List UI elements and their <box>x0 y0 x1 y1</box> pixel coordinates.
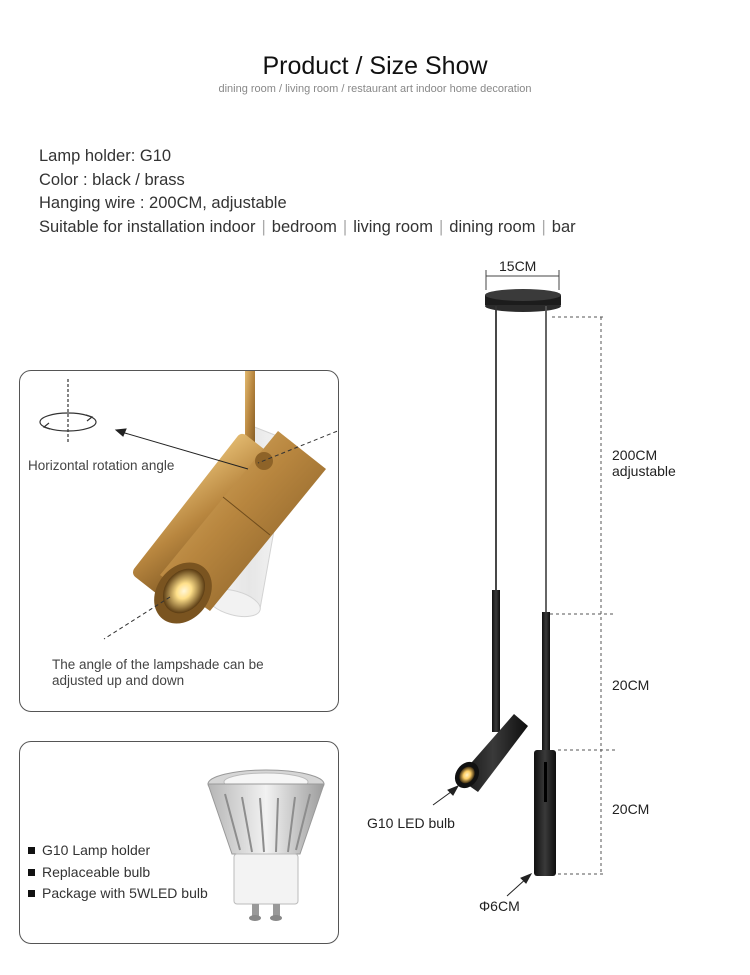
spec-hanging-wire: Hanging wire : 200CM, adjustable <box>39 194 287 212</box>
bulb-type-label: G10 LED bulb <box>367 815 455 831</box>
feature-text: G10 Lamp holder <box>42 842 151 858</box>
spec-suitable-prefix: Suitable for installation indoor <box>39 217 256 236</box>
canopy-width-label: 15CM <box>499 258 537 274</box>
left-arm-rod <box>492 590 500 732</box>
spec-room-dining: dining room <box>449 217 536 236</box>
arm-length-label: 20CM <box>612 677 650 693</box>
dimension-guides <box>550 317 616 874</box>
spec-lamp-holder: Lamp holder: G10 <box>39 147 172 165</box>
spec-room-living: living room <box>353 217 433 236</box>
page-title: Product / Size Show <box>262 52 488 80</box>
wire-length-value: 200CM <box>612 447 658 463</box>
lampshade-angle-line2: adjusted up and down <box>52 673 185 688</box>
page-subtitle: dining room / living room / restaurant art indoor home decoration <box>218 83 532 95</box>
left-angled-lamp <box>450 714 528 793</box>
tube-length-label: 20CM <box>612 801 650 817</box>
bulb-pointer-arrow <box>433 786 458 805</box>
diameter-pointer-arrow <box>507 874 531 896</box>
right-arm-rod <box>542 612 550 752</box>
tube-diameter-label: Φ6CM <box>479 898 520 914</box>
separator: | <box>541 217 546 236</box>
separator: | <box>342 217 348 236</box>
right-tube-lamp <box>534 750 556 876</box>
feature-text: Replaceable bulb <box>42 863 151 880</box>
feature-text: Package with 5WLED bulb <box>42 885 208 901</box>
lampshade-angle-line1: The angle of the lampshade can be <box>52 657 264 672</box>
separator: | <box>438 217 444 236</box>
wire-length-label <box>612 447 676 479</box>
spec-color: Color : black / brass <box>39 170 185 189</box>
separator: | <box>261 217 266 236</box>
spec-room-bar: bar <box>551 217 576 236</box>
rotation-angle-label: Horizontal rotation angle <box>28 458 175 473</box>
wire-length-note: adjustable <box>612 463 676 479</box>
spec-room-bedroom: bedroom <box>271 217 337 236</box>
